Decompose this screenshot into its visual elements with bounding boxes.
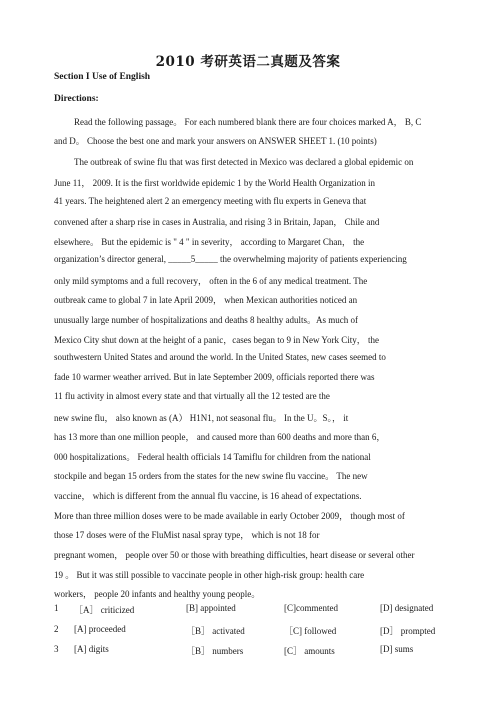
option-b: ［B］ activated [186,626,245,636]
passage-line: new swine flu， also known as (A） H1N1, not seasonal flu。 In the U。S。， it [54,413,349,423]
passage-line: 41 years. The heightened alert 2 an emergency meeting with flu experts in Geneva that [54,196,367,206]
option-d: [D］ prompted [380,626,436,636]
option-b: ［B］ numbers [186,646,244,656]
option-a: [A] digits [74,644,109,654]
passage-line: convened after a sharp rise in cases in Australia, and rising 3 in Britain, Japan， Chile and [54,217,380,227]
option-a: ［A］ criticized [74,605,135,615]
passage-line: stockpile and began 15 orders from the states for the new swine flu vaccine。 The new [54,471,368,481]
page-title: 2010 考研英语二真题及答案 [155,54,341,70]
passage-line: outbreak came to global 7 in late April 2009， when Mexican authorities noticed an [54,295,358,305]
passage-line: and D。 Choose the best one and mark your answers on ANSWER SHEET 1. (10 points) [54,136,377,146]
option-a: [A] proceeded [74,624,126,634]
passage-line: workers， people 20 infants and healthy young people。 [54,589,261,599]
option-d: [D] designated [380,603,434,613]
section-heading: Section I Use of English [54,72,151,82]
passage-line: southwestern United States and around the world. In the United States, new cases seemed to [54,352,386,362]
option-b: [B] appointed [186,603,236,613]
option-d: [D] sums [380,644,414,654]
option-c: [C]commented [284,603,338,613]
passage-line: More than three million doses were to be made available in early October 2009， though most of [54,511,405,521]
passage-line: The outbreak of swine flu that was first detected in Mexico was declared a global epidemic on [74,157,414,167]
passage-line: vaccine， which is different from the annual flu vaccine, is 16 ahead of expectations. [54,491,362,501]
passage-line: Mexico City shut down at the height of a panic，cases began to 9 in New York City， the [54,335,379,345]
passage-line: only mild symptoms and a full recovery， often in the 6 of any medical treatment. The [54,276,368,286]
option-c: ［C] followed [284,626,337,636]
passage-line: Read the following passage。 For each numbered blank there are four choices marked A， B, C [74,117,422,127]
question-number: 1 [54,603,59,613]
passage-line: unusually large number of hospitalizations and deaths 8 healthy adults。As much of [54,315,359,325]
passage-line: pregnant women， people over 50 or those with breathing difficulties, heart disease or several other [54,550,415,560]
option-c: [C］ amounts [284,646,335,656]
passage-line: June 11， 2009. It is the first worldwide epidemic 1 by the World Health Organization in [54,178,376,188]
passage-line: 000 hospitalizations。 Federal health officials 14 Tamiflu for children from the national [54,452,371,462]
passage-line: fade 10 warmer weather arrived. But in late September 2009, officials reported there was [54,372,375,382]
directions-heading: Directions: [54,94,99,104]
passage-line: 19 。 But it was still possible to vaccinate people in other high-risk group: health care [54,570,365,580]
passage-line: those 17 doses were of the FluMist nasal spray type， which is not 18 for [54,530,320,540]
question-number: 3 [54,644,59,654]
passage-line: 11 flu activity in almost every state and that virtually all the 12 tested are the [54,391,330,401]
passage-line: has 13 more than one million people， and caused more than 600 deaths and more than 6， [54,432,386,442]
passage-line: organization’s director general, _____5_____ the overwhelming majority of patients experiencing [54,254,407,264]
question-number: 2 [54,624,59,634]
passage-line: elsewhere。 But the epidemic is " 4 " in severity， according to Margaret Chan， the [54,237,365,247]
